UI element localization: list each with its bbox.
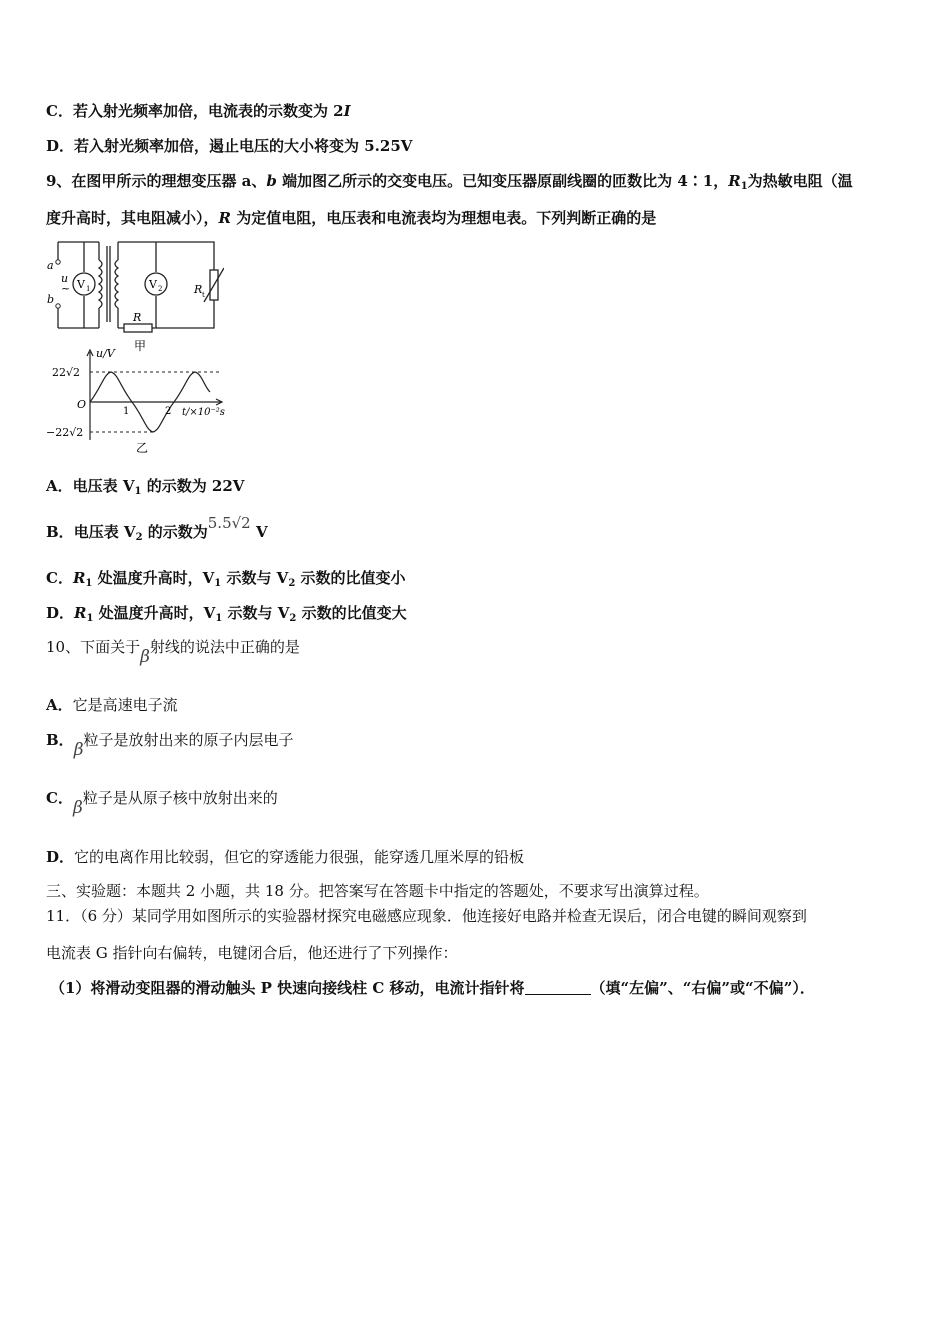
svg-text:2: 2 [158,285,163,293]
answer-blank[interactable] [525,980,591,995]
q9-option-b: B．电压表 $V_2$ 的示数为5.5√2 V [46,514,268,543]
q9-stem-line2: 度升高时，其电阻减小），R 为定值电阻，电压表和电流表均为理想电表。下列判断正确的是 [46,209,657,227]
q9-option-c: C．$R_1$ 处温度升高时，$V_1$ 示数与 $V_2$ 示数的比值变小 [46,569,406,589]
v1-meter-label: V [77,278,85,291]
x-tick-1: 1 [123,406,130,417]
y-max-label: 22√2 [52,366,81,379]
q11-line2: 电流表 G 指针向右偏转，电键闭合后，他还进行了下列操作： [46,944,458,962]
q9-option-d: D．$R_1$ 处温度升高时，$V_1$ 示数与 $V_2$ 示数的比值变大 [46,604,407,624]
beta-symbol: β [140,647,150,667]
r-label: R [133,311,142,324]
q10-option-b: B．β粒子是放射出来的原子内层电子 [46,731,294,760]
v2-meter-label: V [149,278,157,291]
svg-text:1: 1 [86,285,91,293]
q10-stem: 10、下面关于β射线的说法中正确的是 [46,638,300,667]
q11-part1: （1）将滑动变阻器的滑动触头 P 快速向接线柱 C 移动，电流计指针将 （填“左偏”、“右偏”或“不偏”）． [50,979,815,997]
ac-tilde: ~ [61,282,71,295]
q10-option-d: D．它的电离作用比较弱，但它的穿透能力很强，能穿透几厘米厚的铅板 [46,848,525,866]
q10-option-a: A．它是高速电子流 [46,696,178,714]
u-label: u [61,272,69,285]
q9-option-a: A．电压表 $V_1$ 的示数为 22V [46,477,245,497]
terminal-a-label: a [47,259,54,272]
circuit-figure [44,236,224,356]
svg-text:t: t [202,291,205,299]
section-3-heading: 三、实验题：本题共 2 小题，共 18 分。把答案写在答题卡中指定的答题处，不要求写出演算过程。 [46,882,709,900]
figure-yi-caption: 乙 [136,441,149,455]
wave-figure [44,342,244,460]
terminal-b-label: b [47,293,55,306]
q8-option-d: D．若入射光频率加倍，遏止电压的大小将变为 5.25V [46,137,413,155]
q11-line1: 11．（6 分）某同学用如图所示的实验器材探究电磁感应现象．他连接好电路并检查无误后，闭合电键的瞬间观察到 [46,907,807,925]
q8-option-c: C．若入射光频率加倍，电流表的示数变为 2I [46,102,351,120]
q10-option-c: C．β粒子是从原子核中放射出来的 [46,789,278,818]
q9-stem-line1: 9、在图甲所示的理想变压器 a、b 端加图乙所示的交变电压。已知变压器原副线圈的匝数比为 4∶1，$R_1$为热敏电阻（温 [46,172,853,192]
origin-label: O [77,398,87,411]
x-axis-label: t/×10⁻²s [182,407,225,418]
rt-label: R [194,283,203,296]
figure-jia-caption: 甲 [134,339,147,353]
y-min-label: −22√2 [46,426,84,439]
y-axis-label: u/V [96,347,115,360]
x-tick-2: 2 [165,406,172,417]
